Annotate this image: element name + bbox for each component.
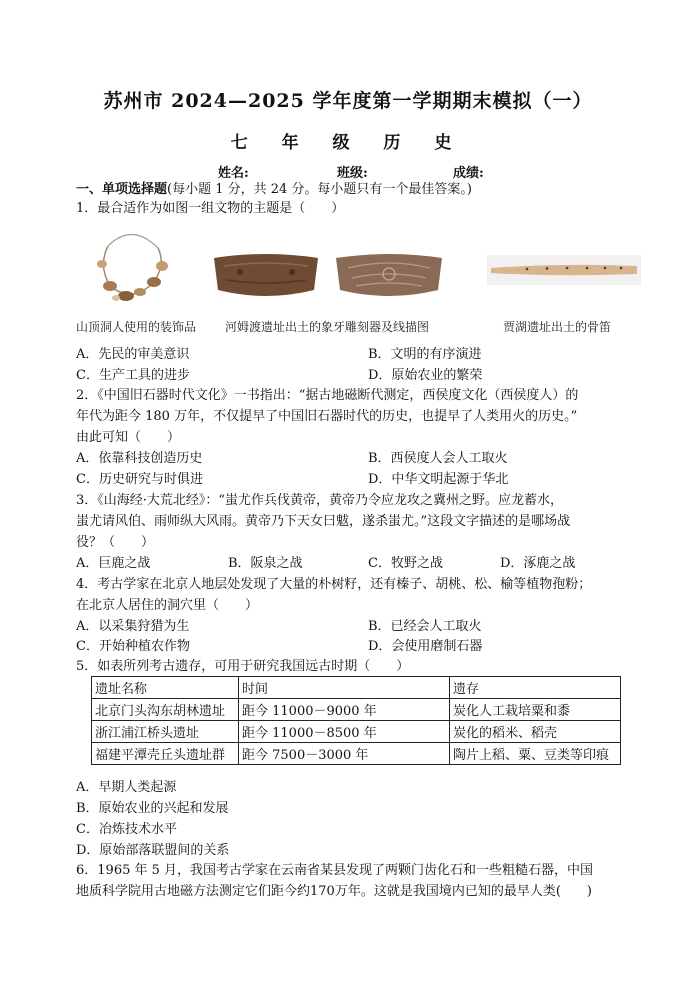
option-c: C．牧野之战: [368, 556, 443, 571]
question-2-line: 年代为距今 180 万年，不仅提早了中国旧石器时代的历史，也提早了人类用火的历史。”: [76, 409, 578, 424]
option-a: A．先民的审美意识: [76, 347, 190, 362]
table-header-cell: 遗址名称: [92, 677, 239, 699]
option-d: D．中华文明起源于华北: [368, 472, 509, 487]
table-cell: 陶片上稻、粟、豆类等印痕: [450, 743, 621, 765]
question-5-stem: 5．如表所列考古遗存，可用于研究我国远古时期（ ）: [76, 659, 410, 674]
table-row: [92, 743, 621, 765]
option-a: A．以采集狩猎为生: [76, 619, 190, 634]
question-4-line: 在北京人居住的洞穴里（ ）: [76, 598, 259, 613]
option-b: B．阪泉之战: [228, 556, 303, 571]
caption-ivory: 河姆渡遗址出土的象牙雕刻器及线描图: [225, 320, 430, 334]
option-a: A．依靠科技创造历史: [76, 451, 203, 466]
option-b: B．西侯度人会人工取火: [368, 451, 508, 466]
table-cell: 距今 11000－8500 年: [239, 721, 450, 743]
option-c: C．生产工具的进步: [76, 368, 190, 383]
option-d: D．涿鹿之战: [500, 556, 576, 571]
option-a: A．早期人类起源: [76, 780, 177, 795]
question-6-line: 6．1965 年 5 月，我国考古学家在云南省某县发现了两颗门齿化石和一些粗糙石器，中国: [76, 863, 594, 878]
question-3-line: 役？（ ）: [76, 535, 155, 550]
question-6-line: 地质科学院用古地磁方法测定它们距今约170万年。这就是我国境内已知的最早人类( ): [76, 884, 592, 899]
option-b: B．已经会人工取火: [368, 619, 482, 634]
section-heading: [76, 181, 472, 198]
option-b: B．文明的有序演进: [368, 347, 482, 362]
class-label: 班级:: [337, 166, 368, 181]
table-cell: 距今 7500－3000 年: [239, 743, 450, 765]
table-row: [92, 721, 621, 743]
necklace-image: [88, 226, 176, 306]
page-title: 苏州市 2024—2025 学年度第一学期期末模拟（一）: [103, 90, 593, 112]
option-c: C．历史研究与时俱进: [76, 472, 203, 487]
option-c: C．冶炼技术水平: [76, 822, 177, 837]
caption-flute: 贾湖遗址出土的骨笛: [503, 320, 612, 334]
ivory-carving-image: [210, 250, 322, 302]
section-note: (每小题 1 分，共 24 分。每小题只有一个最佳答案。): [167, 182, 473, 197]
table-header-cell: 时间: [239, 677, 450, 699]
sites-table: [91, 676, 621, 765]
caption-necklace: 山顶洞人使用的装饰品: [76, 320, 197, 334]
table-header-cell: 遗存: [450, 677, 621, 699]
question-1-stem: 1．最合适作为如图一组文物的主题是（ ）: [76, 201, 345, 216]
option-c: C．开始种植农作物: [76, 639, 190, 654]
question-2-line: 由此可知（ ）: [76, 430, 181, 445]
line-drawing-image: [332, 250, 446, 302]
option-d: D．原始部落联盟间的关系: [76, 843, 230, 858]
table-cell: 浙江浦江桥头遗址: [92, 721, 239, 743]
bone-flute-image: [487, 255, 641, 285]
table-cell: 福建平潭壳丘头遗址群: [92, 743, 239, 765]
score-label: 成绩:: [453, 166, 484, 181]
table-cell: 炭化人工栽培粟和黍: [450, 699, 621, 721]
option-d: D．会使用磨制石器: [368, 639, 483, 654]
question-3-line: 3．《山海经·大荒北经》：“蚩尤作兵伐黄帝，黄帝乃令应龙攻之冀州之野。应龙蓄水，: [76, 493, 564, 508]
name-label: 姓名:: [218, 166, 249, 181]
table-cell: 距今 11000－9000 年: [239, 699, 450, 721]
question-2-line: 2．《中国旧石器时代文化》一书指出：“据古地磁断代测定，西侯度文化（西侯度人）的: [76, 388, 579, 403]
page-subtitle: 七 年 级 历 史: [230, 133, 466, 153]
option-d: D．原始农业的繁荣: [368, 368, 483, 383]
table-cell: 北京门头沟东胡林遗址: [92, 699, 239, 721]
question-4-line: 4．考古学家在北京人地层处发现了大量的朴树籽，还有榛子、胡桃、松、榆等植物孢粉；: [76, 577, 592, 592]
table-header-row: [92, 677, 621, 699]
section-title: 一、单项选择题: [76, 182, 168, 197]
table-cell: 炭化的稻米、稻壳: [450, 721, 621, 743]
question-3-line: 蚩尤请风伯、雨师纵大风雨。黄帝乃下天女曰魃，遂杀蚩尤。”这段文字描述的是哪场战: [76, 514, 571, 529]
option-b: B．原始农业的兴起和发展: [76, 801, 229, 816]
table-row: [92, 699, 621, 721]
option-a: A．巨鹿之战: [76, 556, 151, 571]
